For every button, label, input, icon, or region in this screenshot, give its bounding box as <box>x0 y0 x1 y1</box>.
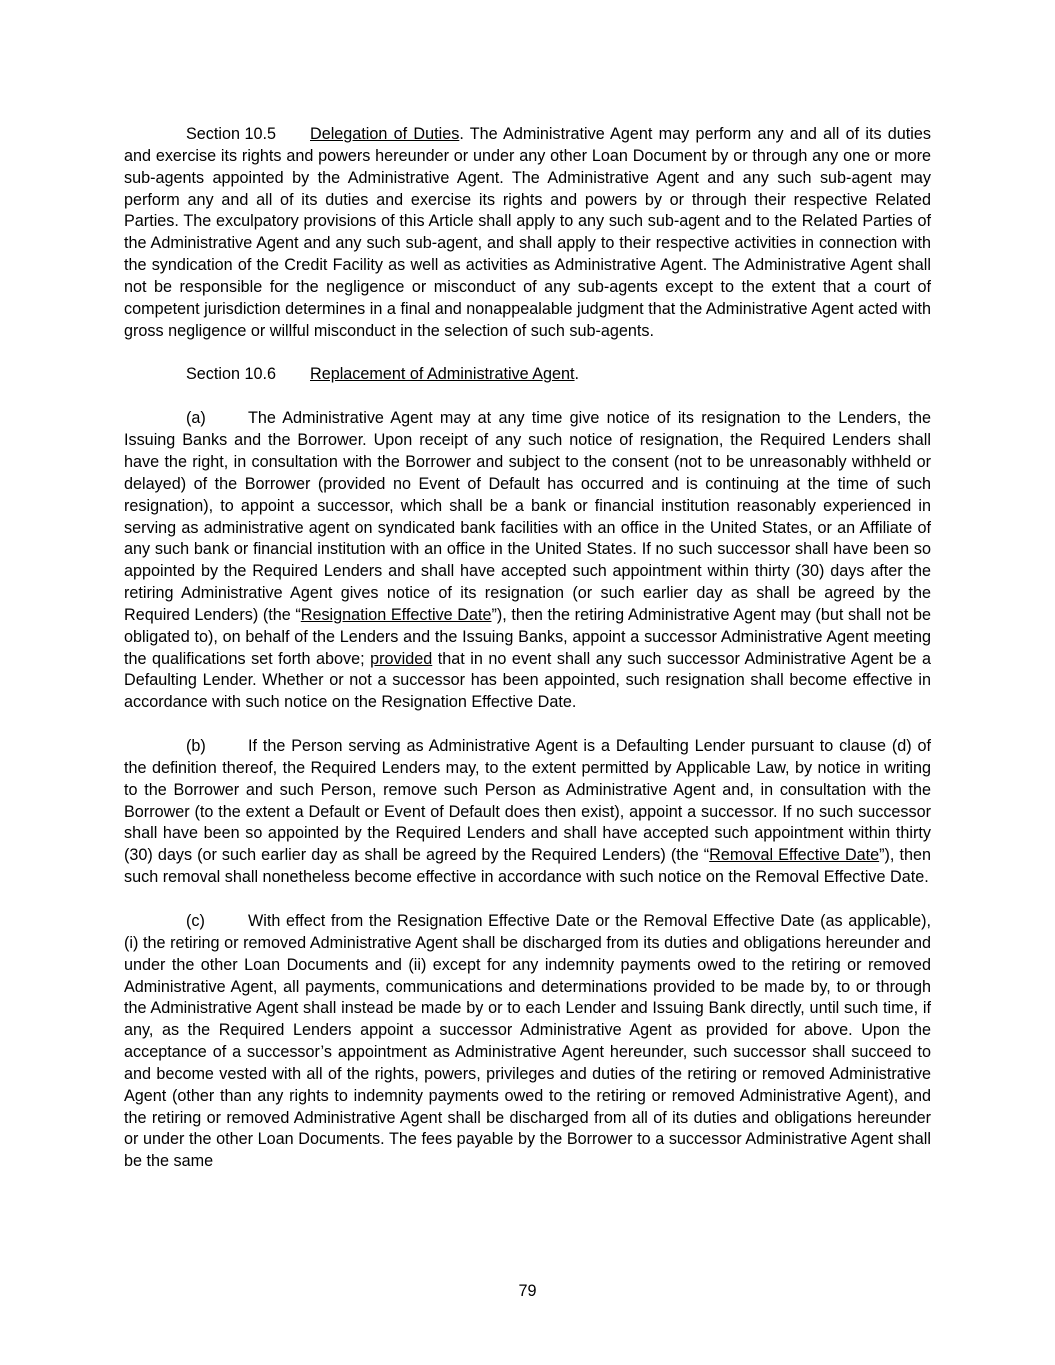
document-body <box>124 124 931 1195</box>
clause-text: The Administrative Agent may at any time give notice of its resignation to the Lenders, the Issuing Banks and the Borrower. Upon receipt of any such notice of resignation, the Required Lenders shall have the right, in consultation with the Borrower and subject to the consent (not to be unreasonably withheld or delayed) of the Borrower (provided no Event of Default has occurred and is continuing at the time of such resignation), to appoint a successor, which shall be a bank or financial institution reasonably experienced in serving as administrative agent on syndicated bank facilities with an office in the United States, or an Affiliate of any such bank or financial institution with an office in the United States. If no such successor shall have been so appointed by the Required Lenders and shall have accepted such appointment within thirty (30) days after the retiring Administrative Agent gives notice of its resignation (or such earlier day as shall be agreed by the Required Lenders) (the “ <box>124 409 931 624</box>
clause-c-paragraph <box>124 911 931 1173</box>
section-10-6-heading <box>124 364 931 386</box>
clause-text: ”), then such removal shall nonetheless become effective in accordance with such notice on the Removal Effective Date. <box>124 846 931 887</box>
defined-term: Removal Effective Date <box>709 846 880 865</box>
section-text: . The Administrative Agent may perform any and all of its duties and exercise its rights and powers hereunder or under any other Loan Document by or through any one or more sub-agents appointed by the Administrative Agent. The Administrative Agent and any such sub-agent may perform any and all of its duties and exercise its rights and powers by or through their respective Related Parties. The exculpatory provisions of this Article shall apply to any such sub-agent and to the Related Parties of the Administrative Agent and any such sub-agent, and shall apply to their respective activities in connection with the syndication of the Credit Facility as well as activities as Administrative Agent. The Administrative Agent shall not be responsible for the negligence or misconduct of any sub-agents except to the extent that a court of competent jurisdiction determines in a final and nonappealable judgment that the Administrative Agent acted with gross negligence or willful misconduct in the selection of such sub-agents. <box>124 125 931 340</box>
clause-label: (b) <box>186 737 206 756</box>
clause-label: (c) <box>186 912 205 930</box>
section-title: Delegation of Duties <box>310 125 460 143</box>
section-number: Section 10.5 <box>186 125 276 143</box>
section-title: Replacement of Administrative Agent <box>310 365 575 384</box>
section-10-5-paragraph <box>124 124 931 342</box>
section-title-suffix: . <box>574 365 580 384</box>
provided-term: provided <box>370 649 433 668</box>
clause-text: ”), then the retiring Administrative Agent may (but shall not be obligated to), on behalf of the Lenders and the Issuing Banks, appoint a successor Administrative Agent meeting the qualifications set forth above; <box>124 605 932 668</box>
defined-term: Resignation Effective Date <box>300 605 492 624</box>
clause-label: (a) <box>186 409 206 428</box>
clause-b-paragraph <box>124 736 931 889</box>
clause-text: that in no event shall any such successor Administrative Agent be a Defaulting Lender. Whether or not a successor has been appointed, such resignation shall become effective in accordance with such notice on the Resignation Effective Date. <box>124 649 931 712</box>
page-number: 79 <box>518 1282 537 1300</box>
clause-text: With effect from the Resignation Effective Date or the Removal Effective Date (as applicable), (i) the retiring or removed Administrative Agent shall be discharged from its duties and obligations hereunder and under the other Loan Documents and (ii) except for any indemnity payments owed to the retiring or removed Administrative Agent, all payments, communications and determinations provided to be made by, to or through the Administrative Agent shall instead be made by or to each Lender and Issuing Bank directly, until such time, if any, as the Required Lenders appoint a successor Administrative Agent as provided for above. Upon the acceptance of a successor’s appointment as Administrative Agent hereunder, such successor shall succeed to and become vested with all of the rights, powers, privileges and duties of the retiring or removed Administrative Agent (other than any rights to indemnity payments owed to the retiring or removed Administrative Agent), and the retiring or removed Administrative Agent shall be discharged from all of its duties and obligations hereunder or under the other Loan Documents. The fees payable by the Borrower to a successor Administrative Agent shall be the same <box>124 912 931 1171</box>
section-number: Section 10.6 <box>186 365 276 384</box>
clause-text: If the Person serving as Administrative Agent is a Defaulting Lender pursuant to clause (d) of the definition thereof, the Required Lenders may, to the extent permitted by Applicable Law, by notice in writing to the Borrower and such Person, remove such Person as Administrative Agent and, in consultation with the Borrower (to the extent a Default or Event of Default does then exist), appoint a successor. If no such successor shall have been so appointed by the Required Lenders and shall have accepted such appointment within thirty (30) days (or such earlier day as shall be agreed by the Required Lenders) (the “ <box>124 737 931 865</box>
clause-a-paragraph <box>124 408 931 714</box>
